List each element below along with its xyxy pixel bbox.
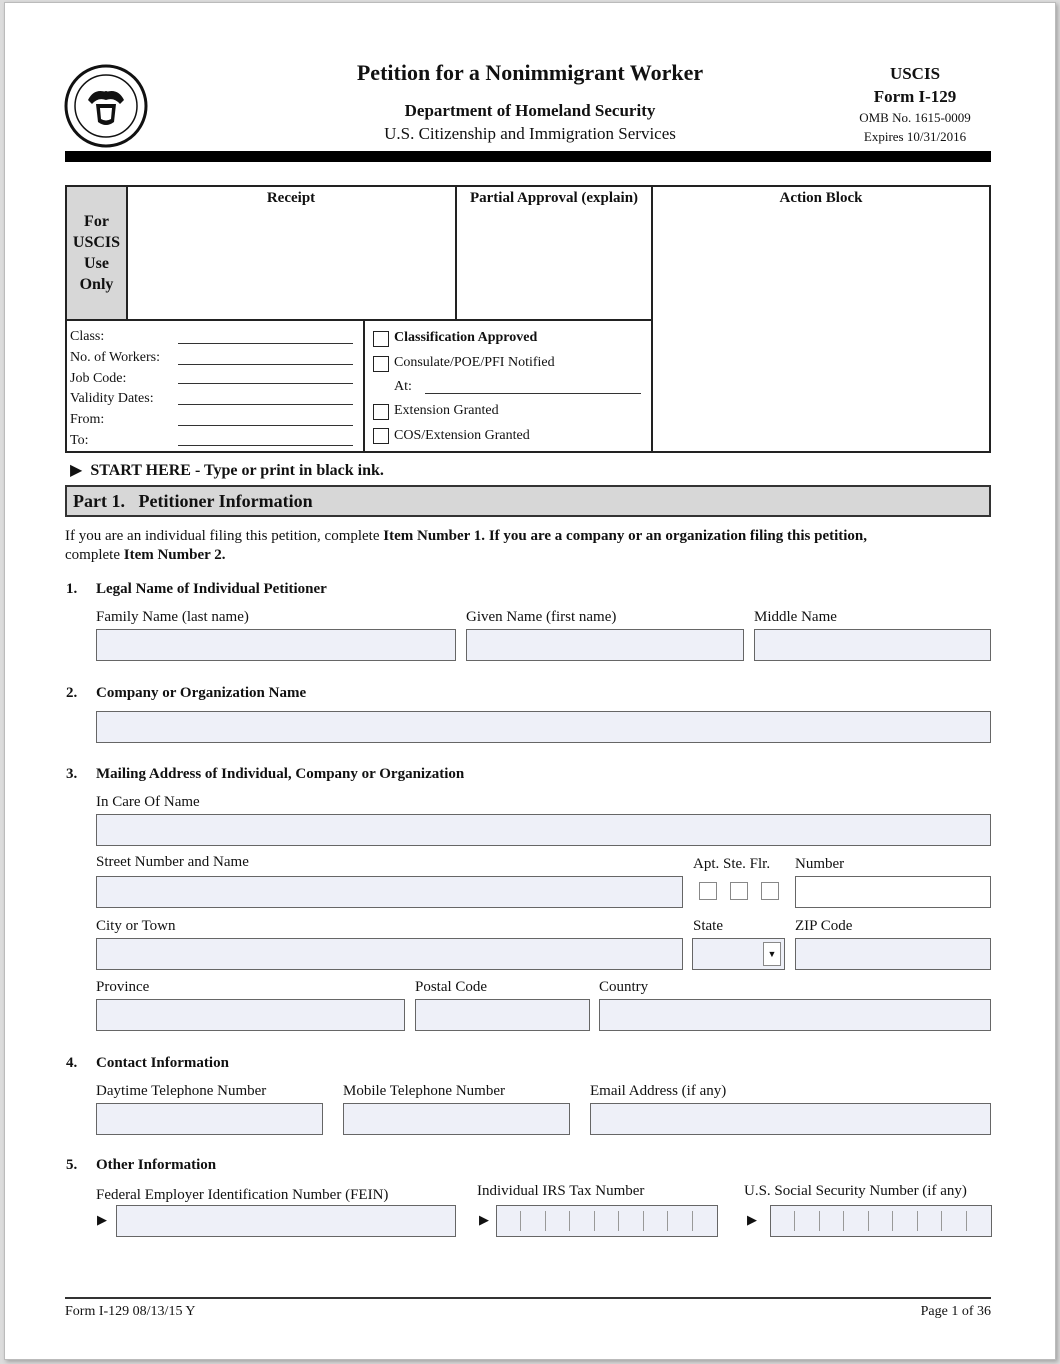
- form-reference: Form I-129 08/13/15 Y: [65, 1304, 196, 1319]
- department-name: Department of Homeland Security: [404, 101, 656, 120]
- postal-input[interactable]: [415, 999, 590, 1031]
- digit-divider: [520, 1211, 521, 1231]
- start-here: ▶ START HERE - Type or print in black ink.: [70, 462, 384, 479]
- flr-checkbox[interactable]: [761, 882, 779, 900]
- item3-number: 3.: [66, 766, 78, 782]
- digit-divider: [843, 1211, 844, 1231]
- consulate-notified-label: Consulate/POE/PFI Notified: [394, 355, 555, 370]
- apt-ste-flr-label: Apt. Ste. Flr.: [693, 856, 771, 872]
- email-label: Email Address (if any): [590, 1083, 727, 1099]
- job-code-label: Job Code:: [70, 371, 127, 386]
- item3-title: Mailing Address of Individual, Company or Organization: [96, 766, 465, 782]
- state-label: State: [693, 918, 723, 934]
- from-line: [178, 425, 353, 426]
- zip-input[interactable]: [795, 938, 991, 970]
- job-code-line: [178, 383, 353, 384]
- expiration-date: Expires 10/31/2016: [863, 129, 967, 144]
- workers-line: [178, 364, 353, 365]
- family-name-input[interactable]: [96, 629, 456, 661]
- part1-intro: If you are an individual filing this petition, complete Item Number 1. If you are a company or an organization filing this petition, complete Item Number 2.: [65, 528, 868, 563]
- digit-divider: [692, 1211, 693, 1231]
- to-line: [178, 445, 353, 446]
- item4-number: 4.: [66, 1055, 78, 1071]
- chevron-down-icon[interactable]: ▼: [763, 942, 781, 966]
- arrow-right-icon: ▶: [97, 1212, 107, 1227]
- given-name-label: Given Name (first name): [466, 609, 617, 625]
- at-label: At:: [394, 379, 412, 394]
- apt-checkbox[interactable]: [699, 882, 717, 900]
- extension-granted-label: Extension Granted: [394, 403, 499, 418]
- agency-abbr: USCIS: [889, 64, 941, 83]
- digit-divider: [941, 1211, 942, 1231]
- action-block-label: Action Block: [779, 190, 863, 206]
- footer-divider: [65, 1297, 991, 1299]
- fein-label: Federal Employer Identification Number (FEIN): [96, 1187, 389, 1203]
- play-arrow-icon: ▶: [70, 462, 83, 479]
- omb-number: OMB No. 1615-0009: [859, 110, 971, 125]
- from-label: From:: [70, 412, 105, 427]
- daytime-phone-input[interactable]: [96, 1103, 323, 1135]
- middle-name-input[interactable]: [754, 629, 991, 661]
- item2-title: Company or Organization Name: [96, 685, 307, 701]
- middle-name-label: Middle Name: [754, 609, 837, 625]
- ssn-input[interactable]: [770, 1205, 992, 1237]
- item5-title: Other Information: [96, 1157, 217, 1173]
- item4-title: Contact Information: [96, 1055, 229, 1071]
- daytime-phone-label: Daytime Telephone Number: [96, 1083, 267, 1099]
- digit-divider: [569, 1211, 570, 1231]
- item1-number: 1.: [66, 581, 78, 597]
- street-input[interactable]: [96, 876, 683, 908]
- arrow-right-icon: ▶: [747, 1212, 757, 1227]
- class-label: Class:: [70, 329, 105, 344]
- ste-checkbox[interactable]: [730, 882, 748, 900]
- at-line: [425, 393, 641, 394]
- page-number: Page 1 of 36: [920, 1304, 991, 1319]
- family-name-label: Family Name (last name): [96, 609, 249, 625]
- digit-divider: [643, 1211, 644, 1231]
- company-name-input[interactable]: [96, 711, 991, 743]
- digit-divider: [917, 1211, 918, 1231]
- digit-divider: [667, 1211, 668, 1231]
- digit-divider: [594, 1211, 595, 1231]
- consulate-notified-checkbox[interactable]: [373, 356, 389, 372]
- extension-granted-checkbox[interactable]: [373, 404, 389, 420]
- dhs-seal-icon: [64, 64, 148, 148]
- given-name-input[interactable]: [466, 629, 744, 661]
- city-label: City or Town: [96, 918, 176, 934]
- classification-approved-checkbox[interactable]: [373, 331, 389, 347]
- validity-line: [178, 404, 353, 405]
- workers-label: No. of Workers:: [70, 350, 160, 365]
- unit-number-label: Number: [795, 856, 845, 872]
- country-label: Country: [599, 979, 649, 995]
- item2-number: 2.: [66, 685, 78, 701]
- class-line: [178, 343, 353, 344]
- unit-number-input[interactable]: [795, 876, 991, 908]
- irs-label: Individual IRS Tax Number: [477, 1183, 645, 1199]
- province-input[interactable]: [96, 999, 405, 1031]
- partial-approval-label: Partial Approval (explain): [469, 190, 639, 206]
- country-input[interactable]: [599, 999, 991, 1031]
- care-of-label: In Care Of Name: [96, 794, 200, 810]
- postal-label: Postal Code: [415, 979, 488, 995]
- form-title: Petition for a Nonimmigrant Worker: [356, 60, 704, 85]
- form-number: Form I-129: [873, 87, 957, 106]
- to-label: To:: [70, 433, 89, 448]
- mobile-phone-input[interactable]: [343, 1103, 570, 1135]
- divider: [455, 187, 457, 321]
- cos-extension-checkbox[interactable]: [373, 428, 389, 444]
- digit-divider: [892, 1211, 893, 1231]
- ssn-label: U.S. Social Security Number (if any): [744, 1183, 967, 1199]
- part1-header: Part 1. Petitioner Information: [65, 485, 991, 517]
- fein-input[interactable]: [116, 1205, 456, 1237]
- zip-label: ZIP Code: [795, 918, 853, 934]
- validity-label: Validity Dates:: [70, 391, 154, 406]
- city-input[interactable]: [96, 938, 683, 970]
- agency-name: U.S. Citizenship and Immigration Services: [384, 124, 676, 143]
- header-divider: [65, 151, 991, 162]
- province-label: Province: [96, 979, 150, 995]
- mobile-phone-label: Mobile Telephone Number: [343, 1083, 505, 1099]
- arrow-right-icon: ▶: [479, 1212, 489, 1227]
- street-label: Street Number and Name: [96, 854, 249, 870]
- digit-divider: [966, 1211, 967, 1231]
- digit-divider: [545, 1211, 546, 1231]
- for-uscis-use-only: For USCIS Use Only: [67, 187, 128, 319]
- email-input[interactable]: [590, 1103, 991, 1135]
- item1-title: Legal Name of Individual Petitioner: [96, 581, 327, 597]
- irs-number-input[interactable]: [496, 1205, 718, 1237]
- digit-divider: [868, 1211, 869, 1231]
- digit-divider: [819, 1211, 820, 1231]
- divider: [67, 319, 652, 321]
- care-of-input[interactable]: [96, 814, 991, 846]
- receipt-label: Receipt: [266, 190, 316, 206]
- digit-divider: [618, 1211, 619, 1231]
- classification-approved-label: Classification Approved: [394, 330, 538, 345]
- cos-extension-label: COS/Extension Granted: [394, 428, 530, 443]
- divider: [363, 320, 365, 451]
- item5-number: 5.: [66, 1157, 78, 1173]
- digit-divider: [794, 1211, 795, 1231]
